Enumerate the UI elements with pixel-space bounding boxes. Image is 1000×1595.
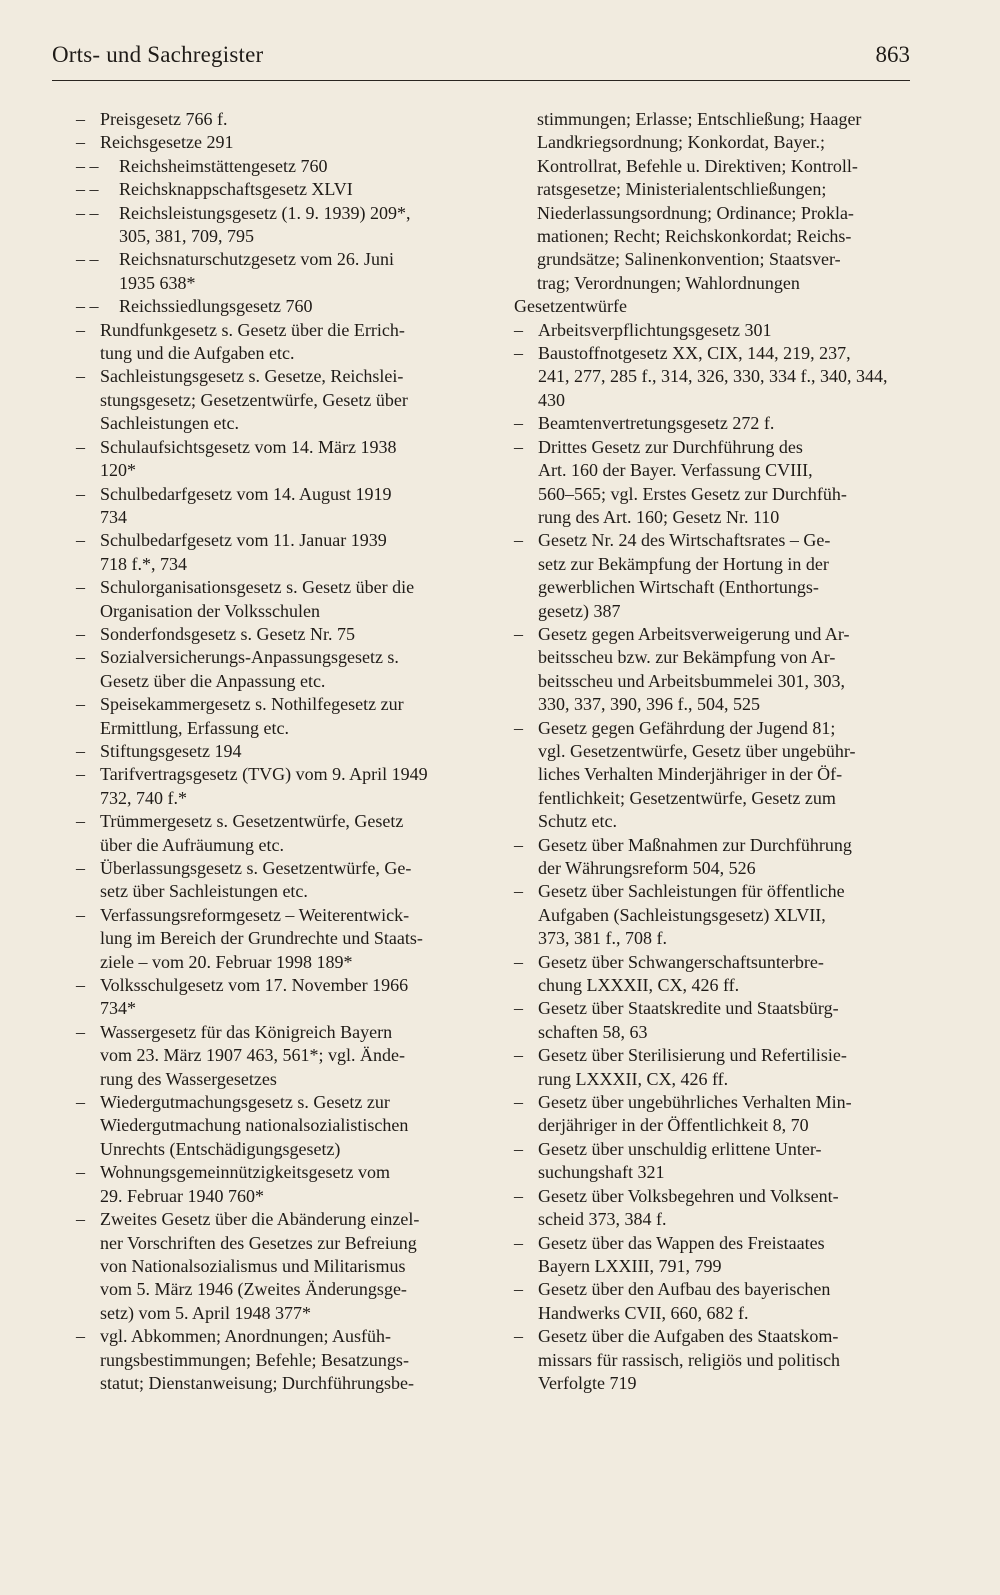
entry-line: Gesetz über den Aufbau des bayerischen — [538, 1279, 831, 1300]
entry-dash: – — [76, 109, 85, 129]
entry-line: setz über Sachleistungen etc. — [100, 881, 308, 902]
entry-dash: – — [76, 366, 85, 387]
entry-line: Unrechts (Entschädigungsgesetz) — [100, 1138, 341, 1159]
entry-dash: – – — [76, 179, 99, 200]
entry-line: schaften 58, 63 — [538, 1021, 648, 1042]
entry-dash: – — [514, 1185, 523, 1206]
entry-line: Gesetz gegen Gefährdung der Jugend 81; — [538, 717, 836, 738]
entry-line: vom 5. März 1946 (Zweites Änderungsge- — [100, 1279, 407, 1300]
entry-line: Gesetz über Schwangerschaftsunterbre- — [538, 951, 824, 972]
entry-line: Schulaufsichtsgesetz vom 14. März 1938 — [100, 436, 397, 457]
index-entry — [514, 1091, 912, 1138]
index-entry — [76, 623, 478, 646]
entry-line: fentlichkeit; Gesetzentwürfe, Gesetz zum — [538, 787, 836, 808]
index-entry — [76, 576, 478, 623]
entry-dash: – — [76, 483, 85, 504]
entry-line: Gesetz über unschuldig erlittene Unter- — [538, 1138, 822, 1159]
entry-line: liches Verhalten Minderjähriger in der Öf- — [538, 764, 843, 785]
entry-line: Gesetz Nr. 24 des Wirtschaftsrates – Ge- — [538, 530, 831, 551]
running-header — [52, 42, 910, 76]
entry-line: rung des Art. 160; Gesetz Nr. 110 — [538, 506, 780, 527]
entry-dash: – — [514, 881, 523, 902]
entry-line: über die Aufräumung etc. — [100, 834, 284, 855]
index-entry — [76, 178, 478, 201]
entry-line: gesetz) 387 — [538, 600, 621, 621]
entry-dash: – — [76, 647, 85, 668]
entry-dash: – — [514, 530, 523, 551]
entry-line: Verfassungsreformgesetz – Weiterentwick- — [100, 904, 410, 925]
index-entry — [514, 342, 912, 412]
entry-line: Schulbedarfgesetz vom 11. Januar 1939 — [100, 530, 387, 551]
entry-line: Arbeitsverpflichtungsgesetz 301 — [538, 319, 772, 340]
entry-line: der Währungsreform 504, 526 — [538, 858, 756, 878]
index-entry — [76, 483, 478, 530]
entry-line: 305, 381, 709, 795 — [119, 226, 254, 247]
entry-line: Zweites Gesetz über die Abänderung einzel- — [100, 1209, 420, 1230]
entry-line: 430 — [538, 389, 565, 410]
entry-line: trag; Verordnungen; Wahlordnungen — [537, 272, 800, 293]
entry-line: scheid 373, 384 f. — [538, 1209, 667, 1230]
entry-line: chung LXXXII, CX, 426 ff. — [538, 975, 740, 996]
entry-line: Gesetz über Sterilisierung und Refertilisie- — [538, 1045, 847, 1066]
entry-line: Drittes Gesetz zur Durchführung des — [538, 436, 803, 457]
entry-line: Reichsleistungsgesetz (1. 9. 1939) 209*, — [119, 202, 411, 223]
entry-dash: – — [514, 834, 523, 855]
entry-line: vgl. Gesetzentwürfe, Gesetz über ungebühr- — [538, 740, 856, 761]
index-entry — [514, 295, 912, 318]
index-entry — [76, 436, 478, 483]
index-entry — [76, 1208, 478, 1325]
index-entry — [76, 202, 478, 249]
entry-line: 734 — [100, 506, 127, 527]
index-entry — [76, 857, 478, 904]
entry-dash: – — [76, 694, 85, 715]
entry-line: Wiedergutmachung nationalsozialistischen — [100, 1115, 409, 1136]
entry-line: Reichsgesetze 291 — [100, 132, 234, 153]
entry-dash: – — [514, 319, 523, 340]
entry-dash: – — [76, 764, 85, 785]
index-entry — [514, 1185, 912, 1232]
index-entry — [514, 1044, 912, 1091]
index-entry — [514, 412, 912, 435]
entry-line: grundsätze; Salinenkonvention; Staatsver- — [537, 249, 841, 270]
entry-dash: – — [514, 951, 523, 972]
entry-line: Trümmergesetz s. Gesetzentwürfe, Gesetz — [100, 811, 404, 832]
entry-line: lung im Bereich der Grundrechte und Staats- — [100, 928, 423, 949]
entry-dash: – — [76, 858, 85, 878]
entry-line: vom 23. März 1907 463, 561*; vgl. Ände- — [100, 1045, 405, 1066]
entry-line: Sonderfondsgesetz s. Gesetz Nr. 75 — [100, 623, 355, 644]
index-entry — [76, 904, 478, 974]
index-entry — [514, 951, 912, 998]
entry-dash: – – — [76, 249, 99, 270]
entry-line: Sozialversicherungs-Anpassungsgesetz s. — [100, 647, 399, 668]
entry-line: rung LXXXII, CX, 426 ff. — [538, 1068, 729, 1089]
entry-line: beitsscheu und Arbeitsbummelei 301, 303, — [538, 670, 845, 691]
entry-line: 120* — [100, 460, 136, 481]
entry-dash: – – — [76, 296, 99, 317]
index-entry — [76, 763, 478, 810]
index-entry — [76, 155, 478, 178]
index-entry — [514, 880, 912, 950]
entry-line: 732, 740 f.* — [100, 787, 187, 808]
entry-dash: – — [76, 1326, 85, 1347]
entry-line: ner Vorschriften des Gesetzes zur Befreiung — [100, 1232, 417, 1253]
entry-line: Bayern LXXIII, 791, 799 — [538, 1255, 722, 1276]
index-entry — [76, 529, 478, 576]
index-entry — [76, 810, 478, 857]
entry-dash: – — [76, 811, 85, 832]
entry-line: suchungshaft 321 — [538, 1162, 665, 1183]
index-entry — [514, 1232, 912, 1279]
entry-line: Rundfunkgesetz s. Gesetz über die Errich- — [100, 319, 405, 340]
entry-line: 241, 277, 285 f., 314, 326, 330, 334 f., 340, 344, — [538, 366, 888, 387]
entry-line: Baustoffnotgesetz XX, CIX, 144, 219, 237, — [538, 343, 851, 364]
entry-line: Überlassungsgesetz s. Gesetzentwürfe, Ge- — [100, 858, 412, 878]
entry-line: Gesetzentwürfe — [514, 296, 627, 317]
entry-line: missars für rassisch, religiös und politisch — [538, 1349, 840, 1370]
entry-dash: – – — [76, 202, 99, 223]
entry-dash: – — [514, 1326, 523, 1347]
entry-line: Handwerks CVII, 660, 682 f. — [538, 1302, 749, 1323]
entry-line: Reichsknappschaftsgesetz XLVI — [119, 179, 353, 200]
entry-line: 330, 337, 390, 396 f., 504, 525 — [538, 694, 760, 715]
index-column-left — [76, 108, 478, 1395]
entry-line: Reichsheimstättengesetz 760 — [119, 155, 328, 176]
entry-dash: – — [76, 319, 85, 340]
entry-line: Sachleistungsgesetz s. Gesetze, Reichslei- — [100, 366, 404, 387]
index-entry — [76, 693, 478, 740]
entry-dash: – — [514, 623, 523, 644]
entry-dash: – — [76, 577, 85, 598]
index-entry — [76, 131, 478, 154]
entry-dash: – — [76, 1209, 85, 1230]
entry-line: stungsgesetz; Gesetzentwürfe, Gesetz über — [100, 389, 408, 410]
entry-line: Volksschulgesetz vom 17. November 1966 — [100, 975, 409, 996]
entry-dash: – — [514, 1138, 523, 1159]
index-entry — [76, 646, 478, 693]
entry-line: Speisekammergesetz s. Nothilfegesetz zur — [100, 694, 404, 715]
entry-line: Art. 160 der Bayer. Verfassung CVIII, — [538, 460, 813, 481]
entry-line: ratsgesetze; Ministerialentschließungen; — [537, 179, 827, 200]
index-entry — [514, 1138, 912, 1185]
index-entry — [514, 108, 912, 295]
entry-line: beitsscheu bzw. zur Bekämpfung von Ar- — [538, 647, 836, 668]
entry-line: Gesetz über das Wappen des Freistaates — [538, 1232, 825, 1253]
entry-line: Ermittlung, Erfassung etc. — [100, 717, 289, 738]
entry-line: Stiftungsgesetz 194 — [100, 740, 242, 761]
entry-line: Verfolgte 719 — [538, 1372, 637, 1393]
index-entry — [76, 974, 478, 1021]
entry-dash: – — [76, 623, 85, 644]
entry-line: Kontrollrat, Befehle u. Direktiven; Kontroll- — [537, 155, 858, 176]
entry-line: 560–565; vgl. Erstes Gesetz zur Durchfüh- — [538, 483, 847, 504]
entry-line: 1935 638* — [119, 272, 196, 293]
entry-line: stimmungen; Erlasse; Entschließung; Haager — [537, 109, 862, 129]
index-entry — [76, 295, 478, 318]
entry-line: rungsbestimmungen; Befehle; Besatzungs- — [100, 1349, 409, 1370]
index-entry — [76, 1021, 478, 1091]
entry-line: setz zur Bekämpfung der Hortung in der — [538, 553, 829, 574]
index-entry — [76, 1091, 478, 1161]
entry-line: Wiedergutmachungsgesetz s. Gesetz zur — [100, 1092, 390, 1113]
entry-line: Aufgaben (Sachleistungsgesetz) XLVII, — [538, 904, 826, 925]
entry-line: derjähriger in der Öffentlichkeit 8, 70 — [538, 1115, 809, 1136]
entry-line: Gesetz über Sachleistungen für öffentliche — [538, 881, 845, 902]
header-rule — [52, 80, 910, 81]
index-entry — [514, 1325, 912, 1395]
index-entry — [514, 319, 912, 342]
entry-line: rung des Wassergesetzes — [100, 1068, 277, 1089]
entry-line: Gesetz über Staatskredite und Staatsbürg- — [538, 998, 839, 1019]
index-entry — [76, 1161, 478, 1208]
entry-dash: – — [514, 413, 523, 434]
entry-line: Tarifvertragsgesetz (TVG) vom 9. April 1949 — [100, 764, 428, 785]
index-entry — [76, 108, 478, 131]
entry-dash: – — [514, 1279, 523, 1300]
index-entry — [514, 717, 912, 834]
entry-line: Landkriegsordnung; Konkordat, Bayer.; — [537, 132, 825, 153]
entry-dash: – — [514, 1045, 523, 1066]
entry-line: Schulbedarfgesetz vom 14. August 1919 — [100, 483, 392, 504]
entry-line: Preisgesetz 766 f. — [100, 109, 228, 129]
entry-line: Sachleistungen etc. — [100, 413, 239, 434]
index-entry — [514, 997, 912, 1044]
entry-line: 718 f.*, 734 — [100, 553, 187, 574]
entry-dash: – — [76, 904, 85, 925]
running-title: Orts- und Sachregister — [52, 42, 264, 67]
entry-line: Organisation der Volksschulen — [100, 600, 320, 621]
entry-line: Wohnungsgemeinnützigkeitsgesetz vom — [100, 1162, 390, 1183]
entry-line: Schutz etc. — [538, 811, 617, 832]
entry-line: von Nationalsozialismus und Militarismus — [100, 1255, 406, 1276]
entry-line: Gesetz über Maßnahmen zur Durchführung — [538, 834, 852, 855]
index-entry — [514, 1278, 912, 1325]
page-number: 863 — [875, 42, 910, 67]
index-entry — [514, 436, 912, 530]
index-column-right — [514, 108, 912, 1395]
entry-line: Gesetz gegen Arbeitsverweigerung und Ar- — [538, 623, 850, 644]
entry-line: vgl. Abkommen; Anordnungen; Ausfüh- — [100, 1326, 391, 1347]
entry-dash: – — [514, 343, 523, 364]
index-entry — [76, 248, 478, 295]
index-entry — [76, 365, 478, 435]
entry-dash: – — [514, 998, 523, 1019]
entry-line: ziele – vom 20. Februar 1998 189* — [100, 951, 353, 972]
index-entry — [514, 529, 912, 623]
entry-line: Wassergesetz für das Königreich Bayern — [100, 1021, 393, 1042]
entry-line: 734* — [100, 998, 136, 1019]
index-entry — [76, 1325, 478, 1395]
entry-line: setz) vom 5. April 1948 377* — [100, 1302, 311, 1323]
entry-line: Beamtenvertretungsgesetz 272 f. — [538, 413, 775, 434]
index-entry — [76, 740, 478, 763]
entry-line: Gesetz über Volksbegehren und Volksent- — [538, 1185, 839, 1206]
entry-dash: – — [514, 717, 523, 738]
entry-line: 373, 381 f., 708 f. — [538, 928, 667, 949]
entry-dash: – — [76, 132, 85, 153]
entry-dash: – — [76, 436, 85, 457]
entry-line: gewerblichen Wirtschaft (Enthortungs- — [538, 577, 819, 598]
entry-dash: – — [514, 1232, 523, 1253]
entry-dash: – – — [76, 155, 99, 176]
entry-line: mationen; Recht; Reichskonkordat; Reichs- — [537, 226, 852, 247]
entry-line: Gesetz über ungebührliches Verhalten Min- — [538, 1092, 852, 1113]
index-entry — [514, 623, 912, 717]
entry-dash: – — [76, 1162, 85, 1183]
entry-dash: – — [76, 1092, 85, 1113]
entry-dash: – — [76, 1021, 85, 1042]
entry-line: tung und die Aufgaben etc. — [100, 343, 295, 364]
entry-line: Gesetz über die Anpassung etc. — [100, 670, 326, 691]
entry-dash: – — [514, 1092, 523, 1113]
entry-line: Reichssiedlungsgesetz 760 — [119, 296, 313, 317]
entry-dash: – — [76, 530, 85, 551]
entry-dash: – — [514, 436, 523, 457]
entry-line: Reichsnaturschutzgesetz vom 26. Juni — [119, 249, 394, 270]
index-entry — [76, 319, 478, 366]
entry-line: 29. Februar 1940 760* — [100, 1185, 264, 1206]
entry-dash: – — [76, 975, 85, 996]
entry-line: statut; Dienstanweisung; Durchführungsbe- — [100, 1372, 414, 1393]
index-entry — [514, 834, 912, 881]
entry-line: Schulorganisationsgesetz s. Gesetz über die — [100, 577, 415, 598]
entry-line: Gesetz über die Aufgaben des Staatskom- — [538, 1326, 839, 1347]
entry-line: Niederlassungsordnung; Ordinance; Prokla- — [537, 202, 854, 223]
entry-dash: – — [76, 740, 85, 761]
